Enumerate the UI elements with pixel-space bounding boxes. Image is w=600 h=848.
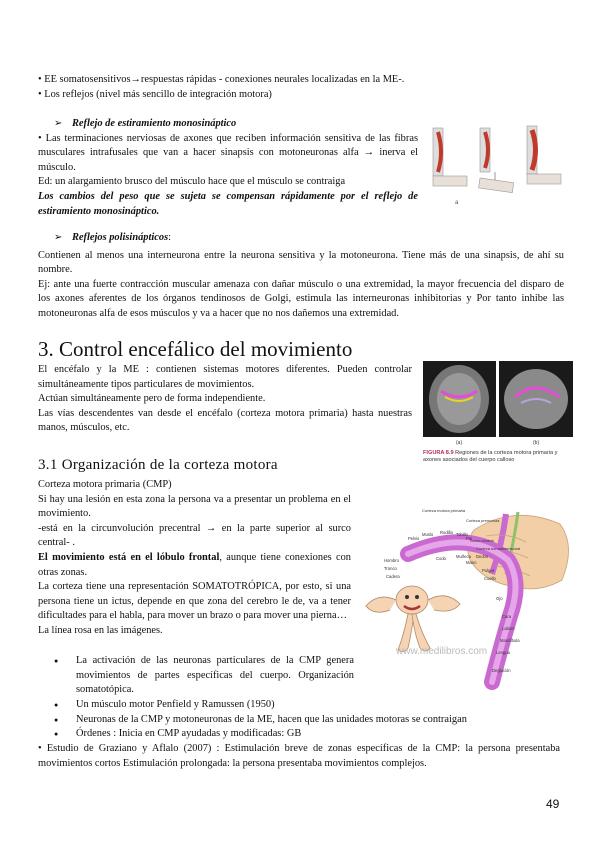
poly-section [38,231,564,322]
bullet-ee: • EE somatosensitivos→respuestas rápidas - conexiones neurales localizadas en la ME-. [38,74,405,85]
mri-label-b: (b) [533,440,540,445]
bullet-reflejos: • Los reflejos (nivel más sencillo de integración motora) [38,88,272,100]
arrow-bullet-icon: ➢ [54,118,63,129]
section-3-title: 3. Control encefálico del movimiento [38,337,353,361]
mri-caption: FIGURA 8.9 Regiones de la corteza motora primaria y axones asociados del cuerpo calloso [423,450,558,463]
homunculus-label: Cadera [386,574,400,579]
poly-p2: Ej: ante una fuerte contracción muscular amenaza con dañar músculo o una extremidad, la mayor frecuencia del disparo de los axones aferentes de los órganos tendinosos de Golgi, estimula las interneuronas inhibitorias y Por tanto inhibe las motoneuronas alfa de esos músculos y va a hacer que no nos dañemos una extremidad. [38,278,564,319]
watermark: www.medilibros.com [396,646,488,657]
dot-item: ● Neuronas de la CMP y motoneuronas de la ME, hacen que las unidades motoras se contraigan [38,713,568,728]
reflex-fig-label: a [455,200,459,206]
arrow-bullet-icon: ➢ [54,232,63,243]
s3-p1: El encéfalo y la ME : contienen sistemas motores diferentes. Pueden controlar simultáneamente tipos particulares de movimientos. [38,364,412,390]
reflex-figure [425,118,565,208]
homunculus-label: Mandíbula [500,638,520,643]
homunculus-label: Lengua [496,650,510,655]
homunculus-label: Pie [466,536,473,541]
brain-label: Corteza somatosensorial [476,546,521,551]
homunculus-label: Ojo [496,596,503,601]
intro-bullets [38,73,558,102]
homunculus-label: Rodilla [440,530,453,535]
section-3-1-title: 3.1 Organización de la corteza motora [38,457,278,473]
page-number: 49 [546,797,560,811]
s3-p3: Las vías descendentes van desde el encéfalo (corteza motora primaria) hasta nuestras manos, músculos, etc. [38,407,412,434]
dot-item: ● Órdenes : Inicia en CMP ayudadas y modificadas: GB [38,727,568,742]
s31-dot-list-b [38,698,568,742]
mri-label-a: (a) [456,440,463,445]
homunculus-label: Dedos [476,554,489,559]
s31-l4: El movimiento está en el lóbulo frontal, aunque tiene conexiones con otras zonas. [38,551,351,578]
homunculus-label: Codo [436,556,447,561]
homunculus-label: Cara [502,614,512,619]
mri-figure [423,361,573,473]
homunculus-label: Pulgar [482,568,495,573]
s31-l2: Si hay una lesión en esta zona la persona va a presentar un problema en el movimiento. [38,493,351,520]
poly-p1: Contienen al menos una interneurona entre la neurona sensitiva y la motoneurona. Tiene más de una sinapsis, de ahí su nombre. [38,249,564,276]
mono-heading: ➢ Reflejo de estiramiento monosináptico [38,117,418,132]
homunculus-label: Labios [502,626,515,631]
homunculus-label: Mano [466,560,477,565]
s31-dot-list-a [38,654,354,698]
s31-l6: La línea rosa en las imágenes. [38,624,163,636]
homunculus-label: Cuello [484,576,496,581]
homunculus-label: Muslo [422,532,434,537]
poly-heading: ➢ Reflejos polisinápticos: [38,231,564,246]
homunculus-label: Pelvis [408,536,420,541]
s31-l5: La corteza tiene una representación SOMATOTRÓPICA, por esto, si una persona tiene un ictus, depende en que zona del cerebro le de, va a tener dificultades para el habla, para mover un brazo o para mover una pierna… [38,581,351,622]
s3-p2: Actúan simultáneamente pero de forma independiente. [38,393,266,405]
section3-body [38,363,412,436]
homunculus-label: Tronco [384,566,397,571]
dot-item: ● Un músculo motor Penfield y Ramussen (1950) [38,698,568,713]
mono-section [38,117,418,219]
s31-l3: -está en la circunvolución precentral → en la parte superior al surco central- . [38,522,351,549]
homunculus-label: Hombro [384,558,399,563]
brain-label: Corteza motora primaria [422,508,466,513]
homunculus-figure [356,496,570,692]
section31-body [38,478,351,639]
mono-p3: Los cambios del peso que se sujeta se compensan rápidamente por el reflejo de estiramiento monosináptico. [38,190,418,217]
brain-label: Corteza premotora [466,518,500,523]
brain-label: Surco central [470,538,494,543]
mono-p2: Ed: un alargamiento brusco del músculo hace que el músculo se contraiga [38,176,346,188]
homunculus-label: Deglución [492,668,511,673]
s31-last-bullet: • Estudio de Graziano y Aflalo (2007) : Estimulación breve de zonas específicas de la CMP: la persona presentaba movimientos cortos Estimulación prolongada: la persona presentaba movimientos complejos. [38,743,560,769]
s31-l1: Corteza motora primaria (CMP) [38,479,172,490]
homunculus-label: Muñeca [456,554,471,559]
dot-item: ● La activación de las neuronas particulares de la CMP genera movimientos de partes específicas del cuerpo. Organización somatotópica. [38,654,354,698]
mono-p1: • Las terminaciones nerviosas de axones que reciben información sensitiva de las fibras musculares intrafusales que van a hacer sinapsis con motoneuronas alfa → inerva el músculo. [38,132,418,173]
homunculus-label: Tobillo [456,532,468,537]
